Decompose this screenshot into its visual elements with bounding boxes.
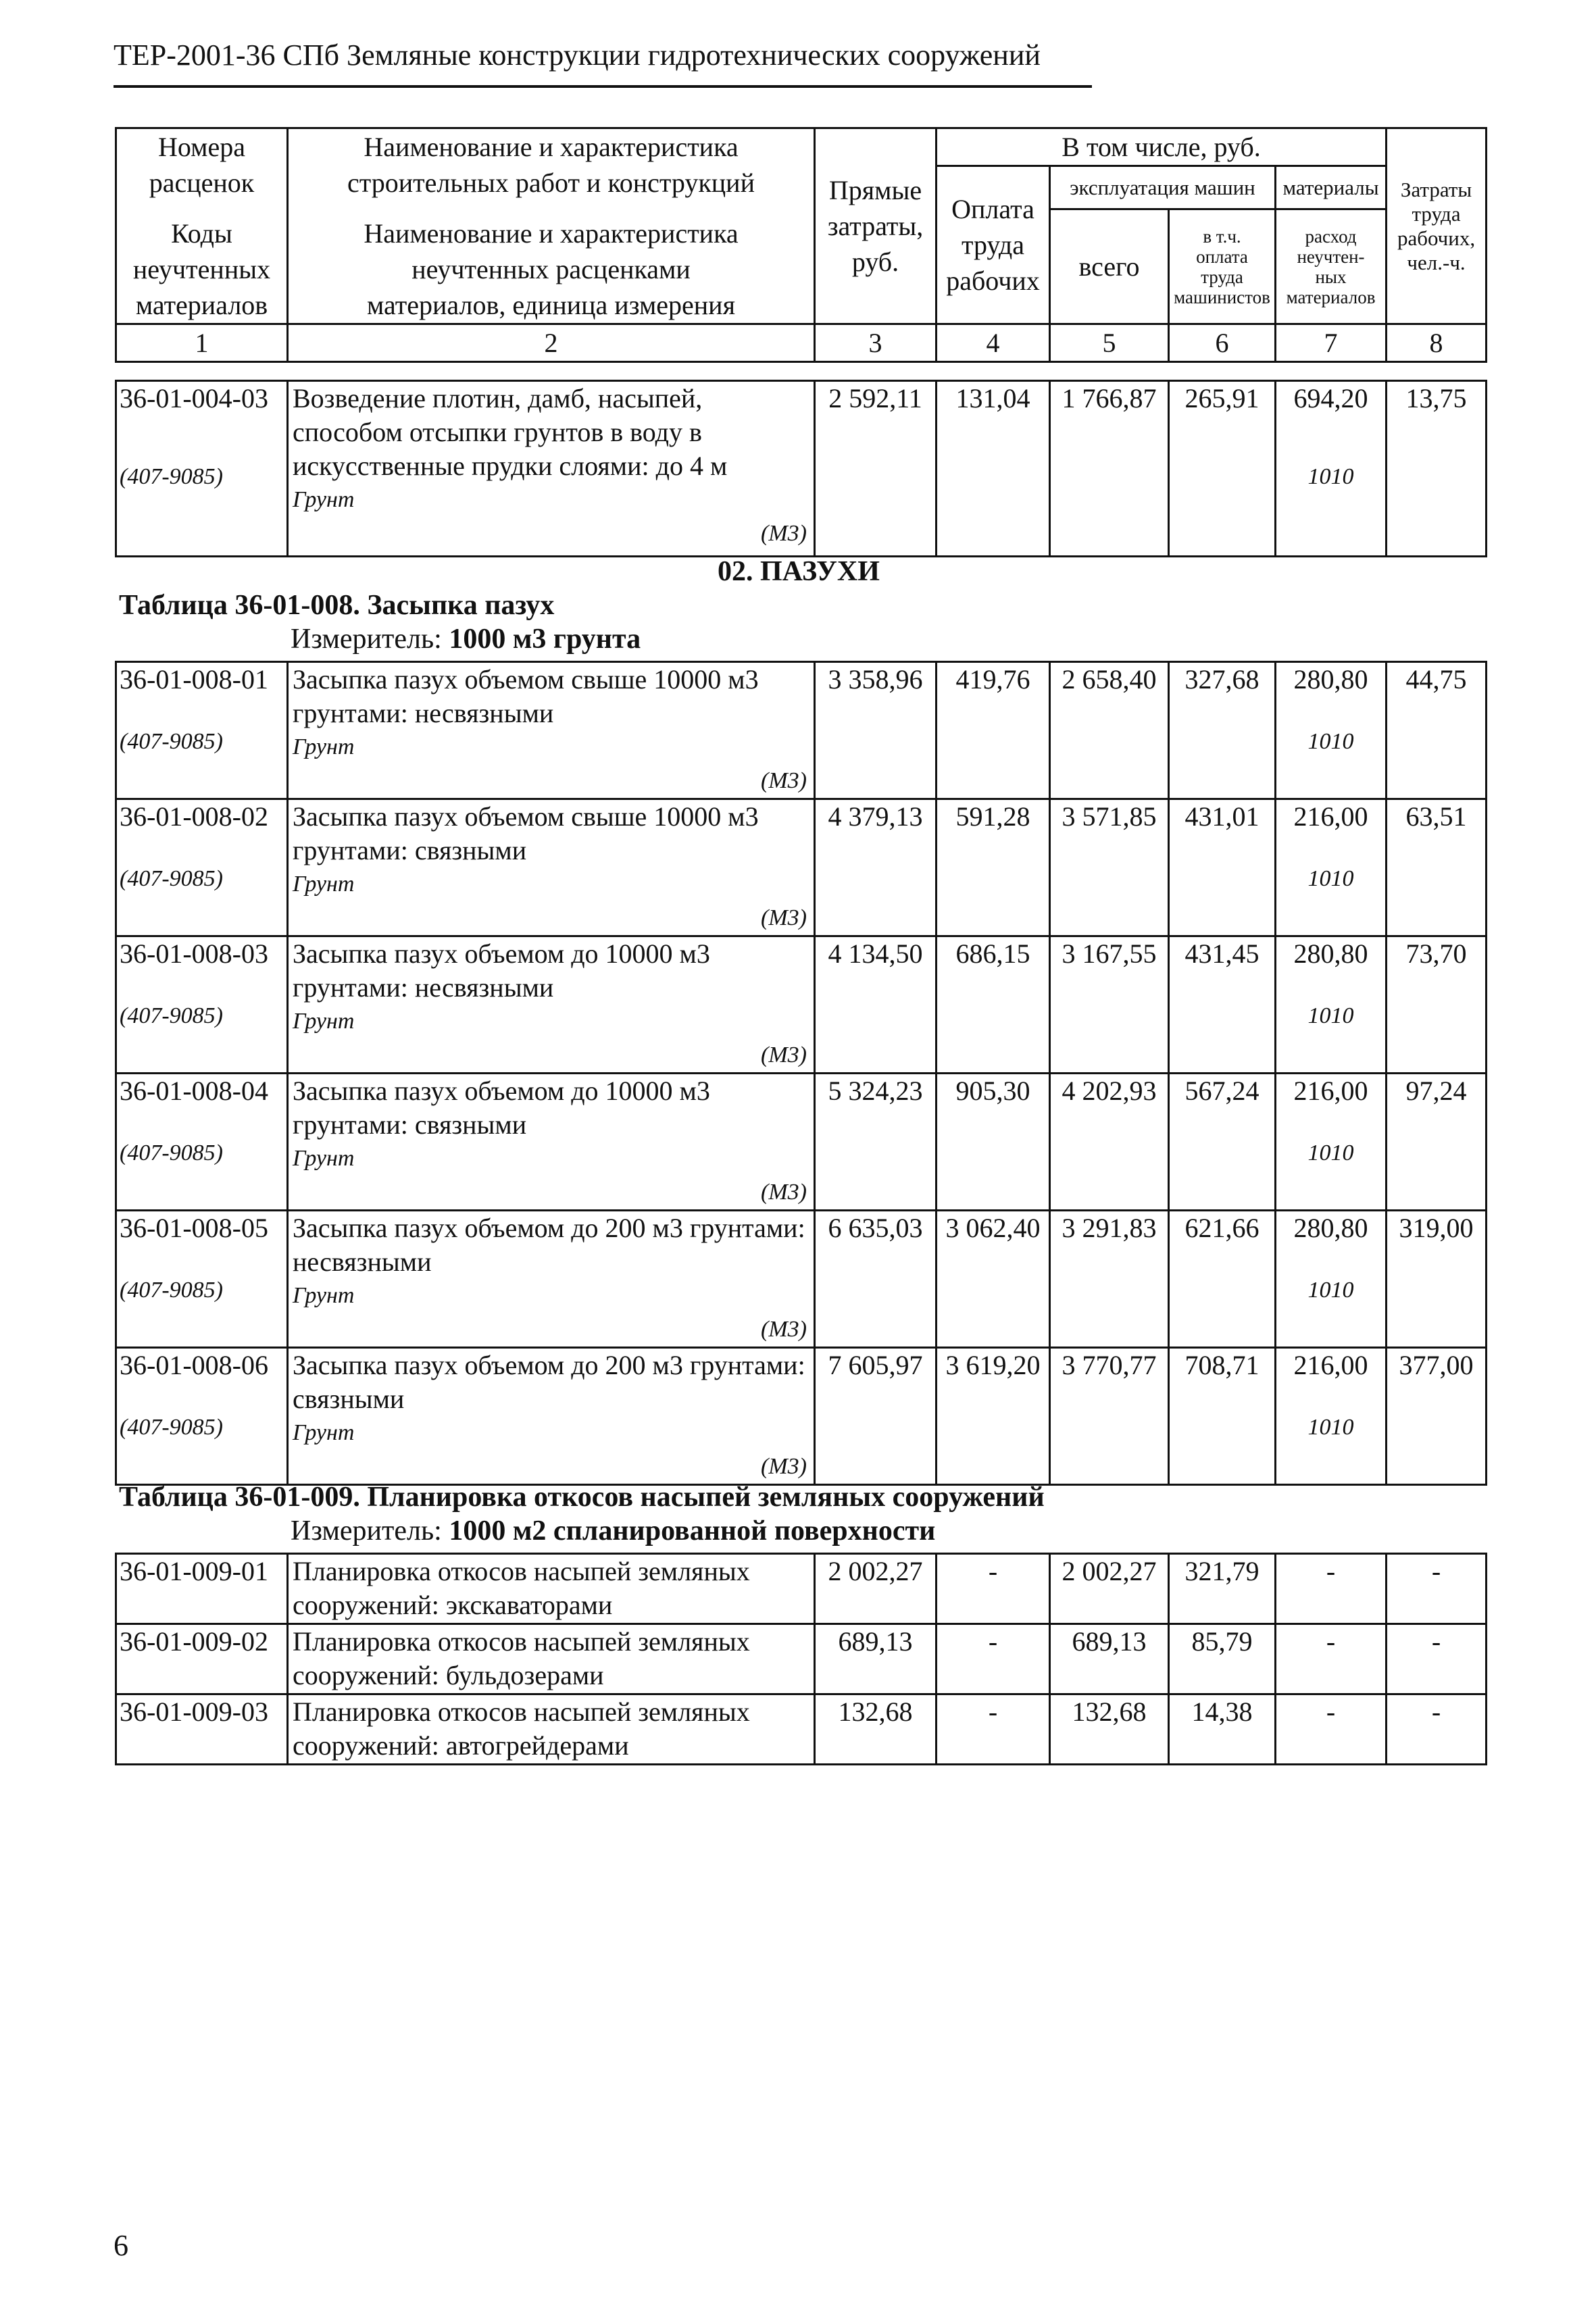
table-row	[116, 1074, 1487, 1211]
material-consumption: 1010	[1307, 1140, 1354, 1165]
labor-hours: 63,51	[1387, 799, 1487, 936]
meter-label: Измеритель:	[291, 624, 449, 655]
rate-code: 36-01-008-03	[120, 938, 268, 969]
labor-hours: 44,75	[1387, 662, 1487, 799]
rate-code: 36-01-008-02	[120, 801, 268, 832]
material-name: Грунт	[293, 1420, 355, 1445]
rate-name: Засыпка пазух объемом до 10000 м3 грунтами: несвязными	[293, 938, 710, 1003]
material-consumption: 1010	[1307, 729, 1354, 754]
direct-cost: 7 605,97	[815, 1348, 937, 1485]
rate-code: 36-01-008-01	[120, 664, 268, 695]
meter-value: 1000 м2 спланированной поверхности	[449, 1515, 936, 1546]
header-col8: Затраты труда рабочих, чел.-ч.	[1387, 128, 1487, 324]
material-unit: (М3)	[761, 1317, 807, 1342]
direct-cost: 3 358,96	[815, 662, 937, 799]
machinists-pay: 621,66	[1169, 1211, 1276, 1348]
machinists-pay: 327,68	[1169, 662, 1276, 799]
table-row	[116, 381, 1487, 557]
materials-cell	[1276, 1348, 1387, 1485]
rate-code: 36-01-009-02	[116, 1624, 288, 1694]
material-consumption: 1010	[1307, 1278, 1354, 1303]
rate-name: Засыпка пазух объемом до 200 м3 грунтами: несвязными	[293, 1213, 805, 1277]
header-col1: Номера расценок Коды неучтенных материалов	[116, 128, 288, 324]
labor-pay: 686,15	[937, 936, 1050, 1074]
header-col5: всего	[1050, 209, 1169, 324]
rate-code: 36-01-008-04	[120, 1076, 268, 1106]
materials-cost: 216,00	[1293, 1076, 1368, 1106]
rate-name: Засыпка пазух объемом свыше 10000 м3 грунтами: связными	[293, 801, 759, 865]
header-machines: эксплуатация машин	[1050, 166, 1276, 209]
materials-cell	[1276, 936, 1387, 1074]
materials-cost: 216,00	[1293, 801, 1368, 832]
meter-value: 1000 м3 грунта	[449, 624, 641, 655]
rates-table-004	[115, 380, 1487, 557]
direct-cost: 4 134,50	[815, 936, 937, 1074]
rate-code: 36-01-008-06	[120, 1350, 268, 1380]
machines-total: 1 766,87	[1050, 381, 1169, 557]
rate-name: Засыпка пазух объемом до 200 м3 грунтами: связными	[293, 1350, 805, 1414]
table-title-008: Таблица 36-01-008. Засыпка пазух	[119, 590, 555, 621]
machinists-pay: 14,38	[1169, 1694, 1276, 1765]
material-name: Грунт	[293, 734, 355, 759]
rate-name-cell	[288, 1348, 815, 1485]
table-row	[116, 1211, 1487, 1348]
machines-total: 3 167,55	[1050, 936, 1169, 1074]
header-materials: материалы	[1276, 166, 1387, 209]
table-row	[116, 1624, 1487, 1694]
table-title-009: Таблица 36-01-009. Планировка откосов насыпей земляных сооружений	[119, 1482, 1045, 1513]
header-num: 3	[815, 324, 937, 362]
rate-code: 36-01-008-05	[120, 1213, 268, 1243]
machinists-pay: 431,45	[1169, 936, 1276, 1074]
materials-cell	[1276, 1074, 1387, 1211]
machinists-pay: 567,24	[1169, 1074, 1276, 1211]
material-consumption: 1010	[1307, 1415, 1354, 1440]
materials-cost: 694,20	[1293, 383, 1368, 413]
rate-name-cell	[288, 799, 815, 936]
material-consumption: 1010	[1307, 464, 1354, 489]
material-name: Грунт	[293, 487, 355, 512]
rate-name: Засыпка пазух объемом до 10000 м3 грунтами: связными	[293, 1076, 710, 1140]
table-row	[116, 1348, 1487, 1485]
rate-name-cell	[288, 936, 815, 1074]
rates-table-009	[115, 1553, 1487, 1765]
material-unit: (М3)	[761, 1180, 807, 1205]
meter-008	[291, 623, 641, 655]
rate-code-cell	[116, 1074, 288, 1211]
labor-hours: 97,24	[1387, 1074, 1487, 1211]
rate-name-cell	[288, 662, 815, 799]
rate-name: Планировка откосов насыпей земляных сооружений: экскаваторами	[288, 1554, 815, 1624]
labor-hours: -	[1387, 1624, 1487, 1694]
machinists-pay: 431,01	[1169, 799, 1276, 936]
labor-pay: 131,04	[937, 381, 1050, 557]
labor-hours: 377,00	[1387, 1348, 1487, 1485]
labor-pay: 419,76	[937, 662, 1050, 799]
materials-cell	[1276, 381, 1387, 557]
header-num: 5	[1050, 324, 1169, 362]
rate-code-cell	[116, 936, 288, 1074]
labor-pay: 905,30	[937, 1074, 1050, 1211]
materials-cost: -	[1276, 1694, 1387, 1765]
table-row	[116, 936, 1487, 1074]
machinists-pay: 85,79	[1169, 1624, 1276, 1694]
rate-code: 36-01-009-03	[116, 1694, 288, 1765]
materials-cell	[1276, 799, 1387, 936]
header-num: 6	[1169, 324, 1276, 362]
materials-cell	[1276, 1211, 1387, 1348]
header-num: 4	[937, 324, 1050, 362]
meter-009	[291, 1515, 935, 1547]
material-code: (407-9085)	[120, 1140, 223, 1165]
rate-code-cell	[116, 1348, 288, 1485]
materials-cost: 280,80	[1293, 938, 1368, 969]
material-unit: (М3)	[761, 905, 807, 930]
rate-code-cell	[116, 1211, 288, 1348]
labor-pay: 3 062,40	[937, 1211, 1050, 1348]
material-name: Грунт	[293, 872, 355, 897]
header-col3: Прямые затраты, руб.	[815, 128, 937, 324]
materials-cost: 216,00	[1293, 1350, 1368, 1380]
material-unit: (М3)	[761, 768, 807, 793]
page-number: 6	[114, 2229, 128, 2262]
table-row	[116, 662, 1487, 799]
rate-name: Планировка откосов насыпей земляных сооружений: автогрейдерами	[288, 1694, 815, 1765]
material-code: (407-9085)	[120, 464, 223, 489]
header-col4: Оплата труда рабочих	[937, 166, 1050, 324]
rate-name-cell	[288, 1074, 815, 1211]
direct-cost: 132,68	[815, 1694, 937, 1765]
rates-table-008	[115, 661, 1487, 1486]
rate-name: Засыпка пазух объемом свыше 10000 м3 грунтами: несвязными	[293, 664, 759, 728]
header-num: 8	[1387, 324, 1487, 362]
machinists-pay: 708,71	[1169, 1348, 1276, 1485]
table-row	[116, 1694, 1487, 1765]
rate-code: 36-01-009-01	[116, 1554, 288, 1624]
direct-cost: 2 002,27	[815, 1554, 937, 1624]
machines-total: 3 571,85	[1050, 799, 1169, 936]
material-code: (407-9085)	[120, 1003, 223, 1028]
material-consumption: 1010	[1307, 1003, 1354, 1028]
direct-cost: 689,13	[815, 1624, 937, 1694]
machinists-pay: 321,79	[1169, 1554, 1276, 1624]
material-consumption: 1010	[1307, 866, 1354, 891]
material-code: (407-9085)	[120, 1415, 223, 1440]
rate-name: Планировка откосов насыпей земляных сооружений: бульдозерами	[288, 1624, 815, 1694]
labor-hours: 319,00	[1387, 1211, 1487, 1348]
labor-pay: -	[937, 1554, 1050, 1624]
material-name: Грунт	[293, 1146, 355, 1171]
header-incl: В том числе, руб.	[937, 128, 1387, 166]
materials-cell	[1276, 662, 1387, 799]
title-rule	[114, 85, 1092, 88]
machines-total: 689,13	[1050, 1624, 1169, 1694]
labor-hours: 73,70	[1387, 936, 1487, 1074]
section-title: 02. ПАЗУХИ	[718, 556, 880, 587]
material-name: Грунт	[293, 1009, 355, 1034]
material-unit: (М3)	[761, 1042, 807, 1067]
machines-total: 3 770,77	[1050, 1348, 1169, 1485]
machines-total: 2 658,40	[1050, 662, 1169, 799]
machines-total: 2 002,27	[1050, 1554, 1169, 1624]
material-unit: (М3)	[761, 1454, 807, 1479]
material-unit: (М3)	[761, 521, 807, 546]
materials-cost: -	[1276, 1624, 1387, 1694]
rate-name-cell	[288, 1211, 815, 1348]
rate-name-cell	[288, 381, 815, 557]
labor-hours: -	[1387, 1554, 1487, 1624]
header-num: 1	[116, 324, 288, 362]
direct-cost: 6 635,03	[815, 1211, 937, 1348]
direct-cost: 5 324,23	[815, 1074, 937, 1211]
material-code: (407-9085)	[120, 729, 223, 754]
labor-pay: -	[937, 1624, 1050, 1694]
header-col2: Наименование и характеристика строительных работ и конструкций Наименование и характеристика неучтенных расценками материалов, единица измерения	[288, 128, 815, 324]
labor-pay: -	[937, 1694, 1050, 1765]
document-title: ТЕР-2001-36 СПб Земляные конструкции гидротехнических сооружений	[114, 39, 1041, 72]
labor-pay: 3 619,20	[937, 1348, 1050, 1485]
machines-total: 132,68	[1050, 1694, 1169, 1765]
material-code: (407-9085)	[120, 1278, 223, 1303]
header-col6: в т.ч. оплата труда машинистов	[1169, 209, 1276, 324]
rate-code: 36-01-004-03	[120, 383, 268, 413]
header-num: 7	[1276, 324, 1387, 362]
labor-hours: -	[1387, 1694, 1487, 1765]
labor-pay: 591,28	[937, 799, 1050, 936]
rate-code-cell	[116, 381, 288, 557]
table-row	[116, 799, 1487, 936]
direct-cost: 2 592,11	[815, 381, 937, 557]
meter-label: Измеритель:	[291, 1515, 449, 1546]
materials-cost: -	[1276, 1554, 1387, 1624]
header-num: 2	[288, 324, 815, 362]
rate-code-cell	[116, 662, 288, 799]
material-code: (407-9085)	[120, 866, 223, 891]
column-header-table	[115, 127, 1487, 363]
header-col7: расход неучтен- ных материалов	[1276, 209, 1387, 324]
machines-total: 4 202,93	[1050, 1074, 1169, 1211]
labor-hours: 13,75	[1387, 381, 1487, 557]
materials-cost: 280,80	[1293, 1213, 1368, 1243]
machines-total: 3 291,83	[1050, 1211, 1169, 1348]
materials-cost: 280,80	[1293, 664, 1368, 695]
rate-name: Возведение плотин, дамб, насыпей, способом отсыпки грунтов в воду в искусственные прудки слоями: до 4 м	[293, 383, 728, 481]
table-row	[116, 1554, 1487, 1624]
rate-code-cell	[116, 799, 288, 936]
material-name: Грунт	[293, 1283, 355, 1308]
machinists-pay: 265,91	[1169, 381, 1276, 557]
direct-cost: 4 379,13	[815, 799, 937, 936]
